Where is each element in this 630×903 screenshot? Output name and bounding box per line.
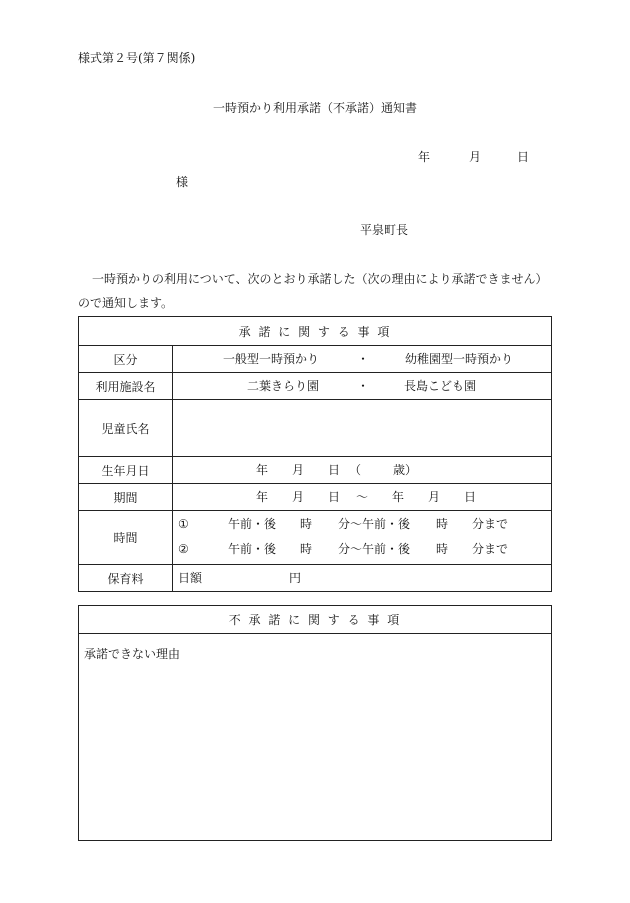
birthdate-open-paren: （ — [349, 463, 362, 477]
body-line-2: ので通知します。 — [78, 296, 174, 310]
period-from-year: 年 — [256, 490, 269, 504]
birthdate-value — [173, 457, 551, 483]
category-value — [173, 346, 551, 372]
time-slot-2-min-to-ampm: 分～午前・後 — [338, 542, 411, 556]
fee-row — [79, 564, 551, 591]
approval-table-heading: 承 諾 に 関 す る 事 項 — [238, 324, 392, 339]
rejection-table — [78, 605, 552, 841]
category-separator: ・ — [357, 352, 370, 366]
facility-option-nagashima: 長島こども園 — [404, 379, 477, 393]
fee-yen-unit: 円 — [289, 571, 302, 585]
time-label: 時間 — [79, 511, 173, 564]
period-tilde: ～ — [356, 490, 369, 504]
facility-separator: ・ — [357, 379, 370, 393]
time-slot-2-marker: ② — [178, 542, 189, 556]
facility-value — [173, 373, 551, 399]
approval-table — [78, 316, 552, 592]
birthdate-day: 日 — [328, 463, 341, 477]
child-name-value — [173, 400, 551, 456]
category-option-general: 一般型一時預かり — [223, 352, 320, 366]
rejection-table-header-row — [79, 606, 551, 633]
facility-label: 利用施設名 — [79, 373, 173, 399]
period-to-day: 日 — [464, 490, 477, 504]
addressee-suffix: 様 — [176, 175, 189, 189]
time-value — [173, 511, 551, 564]
time-slot-1-min-until: 分まで — [472, 517, 509, 531]
rejection-reason-label: 承諾できない理由 — [84, 647, 181, 661]
period-label: 期間 — [79, 484, 173, 510]
fee-value — [173, 565, 551, 591]
rejection-table-heading: 不 承 諾 に 関 す る 事 項 — [228, 613, 402, 627]
category-label: 区分 — [79, 346, 173, 372]
period-row — [79, 483, 551, 510]
facility-row — [79, 372, 551, 399]
time-slot-1-min-to-ampm: 分～午前・後 — [338, 517, 411, 531]
fee-label: 保育料 — [79, 565, 173, 591]
time-slot-2-hour-from: 時 — [300, 542, 313, 556]
period-from-month: 月 — [292, 490, 305, 504]
birthdate-row — [79, 456, 551, 483]
birthdate-month: 月 — [292, 463, 305, 477]
birthdate-year: 年 — [256, 463, 269, 477]
time-slot-1-hour-from: 時 — [300, 517, 313, 531]
time-slot-2-ampm-from: 午前・後 — [228, 542, 277, 556]
birthdate-label: 生年月日 — [79, 457, 173, 483]
time-slot-1-hour-to: 時 — [436, 517, 449, 531]
child-name-row — [79, 399, 551, 456]
document-title: 一時預かり利用承諾（不承諾）通知書 — [212, 101, 417, 115]
time-slot-2-min-until: 分まで — [472, 542, 509, 556]
child-name-label: 児童氏名 — [79, 400, 173, 456]
time-slot-1-marker: ① — [178, 517, 189, 531]
period-to-month: 月 — [428, 490, 441, 504]
category-option-kindergarten: 幼稚園型一時預かり — [405, 352, 514, 366]
rejection-reason-cell — [79, 634, 551, 840]
form-number: 様式第２号(第７関係) — [78, 51, 196, 65]
approval-table-header-row — [79, 317, 551, 345]
time-slot-2-hour-to: 時 — [436, 542, 449, 556]
date-day: 日 — [517, 150, 530, 164]
date-year: 年 — [418, 150, 431, 164]
time-row — [79, 510, 551, 564]
period-value — [173, 484, 551, 510]
date-month: 月 — [469, 150, 482, 164]
rejection-table-body-row — [79, 633, 551, 840]
category-row — [79, 345, 551, 372]
facility-option-futaba: 二葉きらり園 — [247, 379, 320, 393]
sender-name: 平泉町長 — [360, 223, 409, 237]
period-to-year: 年 — [392, 490, 405, 504]
birthdate-age: 歳） — [393, 463, 418, 477]
period-from-day: 日 — [328, 490, 341, 504]
body-line-1: 一時預かりの利用について、次のとおり承諾した（次の理由により承諾できません） — [92, 272, 548, 286]
time-slot-1-ampm-from: 午前・後 — [228, 517, 277, 531]
fee-daily-label: 日額 — [178, 571, 203, 585]
